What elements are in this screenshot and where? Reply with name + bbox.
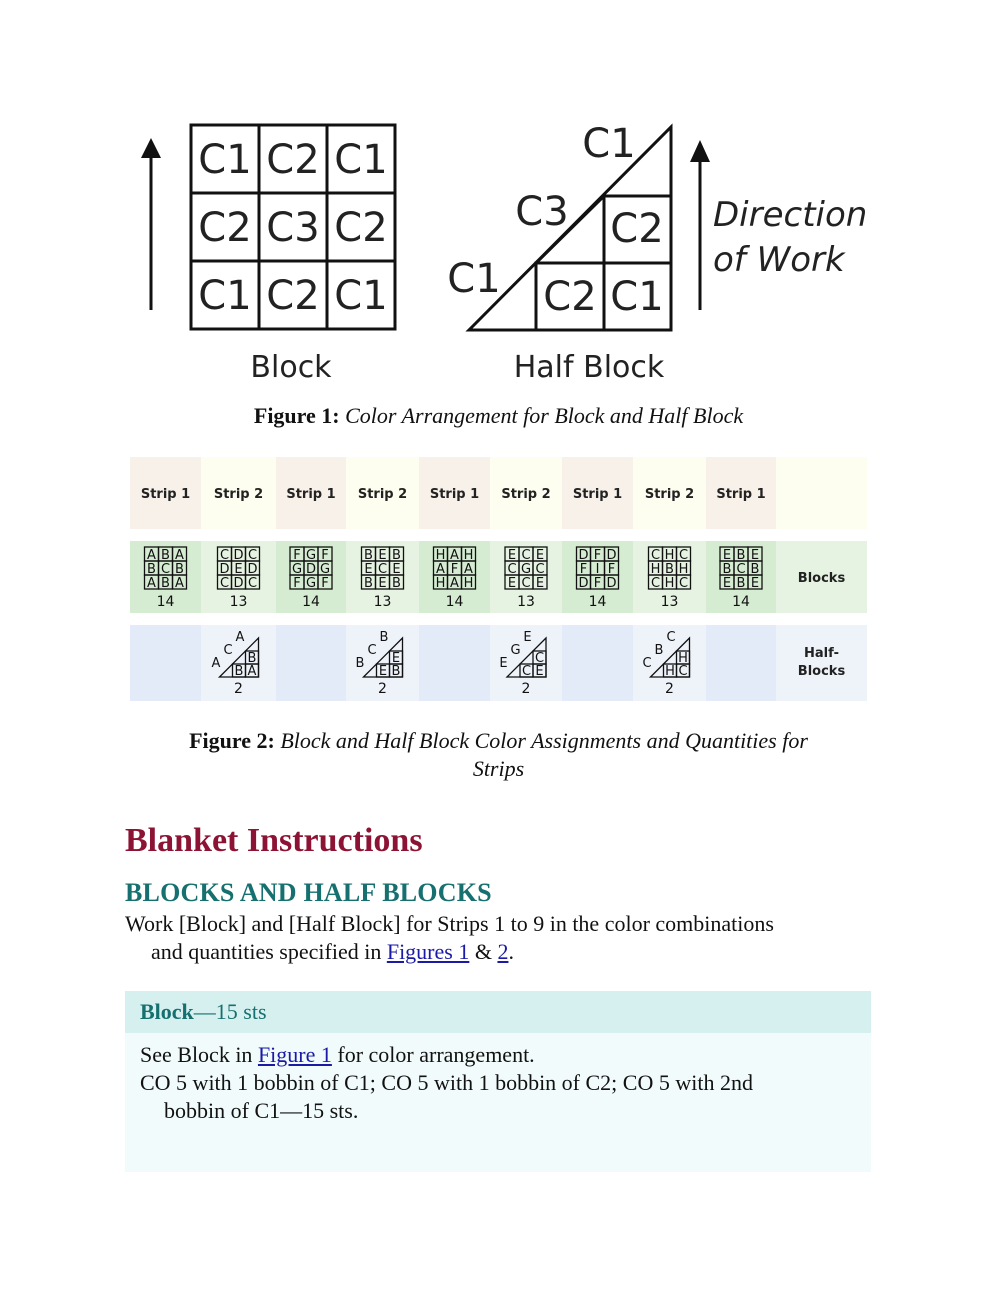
block-cell-label: C1 [198, 273, 252, 319]
mini-block-letter: B [161, 576, 170, 591]
mini-block-letter: B [392, 576, 401, 591]
strip-name: Strip 1 [716, 487, 766, 502]
half-blocks-row-cell [276, 625, 346, 701]
block-instructions-box [125, 991, 871, 1172]
half-block-quantity: 2 [378, 681, 387, 697]
mini-block-letter: D [578, 576, 589, 591]
box-paragraph-1 [140, 1041, 862, 1069]
mini-block-letter: A [175, 576, 184, 591]
block-quantity: 13 [229, 594, 248, 610]
mini-block-letter: E [722, 576, 732, 591]
mini-block-letter: A [436, 562, 445, 577]
half-blocks-row-cell [419, 625, 490, 701]
block-cell-label: C2 [266, 273, 320, 319]
mini-block-letter: C [650, 548, 661, 563]
box-title-bold: Block [140, 999, 194, 1024]
mini-block-letter: C [678, 548, 689, 563]
mini-block-letter: F [321, 576, 329, 591]
mini-block-letter: E [507, 548, 517, 563]
figure-2-table [130, 457, 867, 703]
mini-block-letter: D [305, 562, 317, 577]
mini-block-letter: B [364, 548, 373, 563]
mini-block-letter: D [233, 548, 244, 563]
half-label-left: C1 [447, 256, 501, 302]
row-label-blocks: Blocks [797, 571, 846, 586]
mini-block-letter: B [722, 562, 732, 577]
mini-block-letter: C [678, 576, 689, 591]
para-text: . [508, 939, 514, 964]
mini-block-letter: H [650, 562, 661, 577]
caption-label: Figure 2: [189, 728, 275, 753]
caption-text-line1: Block and Half Block Color Assignments and Quantities for [280, 728, 808, 753]
mini-block-letter: F [293, 548, 301, 563]
box-text: See Block in [140, 1042, 258, 1067]
figure-2-link[interactable]: 2 [497, 939, 509, 964]
block-quantity: 13 [373, 594, 392, 610]
mini-block-letter: H [435, 548, 446, 563]
mini-block-letter: E [378, 548, 387, 563]
strip-name: Strip 2 [357, 487, 408, 502]
mini-block-letter: D [219, 562, 230, 577]
half-block-letter: G [510, 643, 521, 658]
mini-block-letter: G [319, 562, 331, 577]
block-quantity: 14 [588, 594, 607, 610]
half-block-letter: H [665, 664, 675, 679]
half-block-letter: B [379, 630, 389, 645]
half-block-letter: B [247, 651, 257, 666]
block-cell-label: C2 [334, 205, 388, 251]
mini-block-letter: B [665, 562, 674, 577]
half-block-letter: E [391, 651, 401, 666]
block-cell-label: C1 [334, 273, 388, 319]
up-arrow-icon [690, 140, 710, 310]
mini-block-letter: B [364, 576, 373, 591]
caption-text: Color Arrangement for Block and Half Block [345, 403, 744, 428]
label-half-cell [776, 625, 867, 701]
mini-block-letter: C [247, 548, 258, 563]
half-block-letter: B [654, 643, 664, 658]
block-cell-label: C1 [334, 137, 388, 183]
row-label-half-line2: Blocks [797, 664, 846, 679]
block-cell-label: C2 [266, 137, 320, 183]
caption-label: Figure 1: [253, 403, 340, 428]
mini-block-letter: G [291, 562, 303, 577]
block-quantity: 14 [732, 594, 750, 610]
strip-name: Strip 2 [501, 487, 551, 502]
half-blocks-row-cell [562, 625, 633, 701]
mini-block-letter: B [161, 548, 170, 563]
strip-name: Strip 1 [572, 487, 623, 502]
row-label-half-line1: Half- [804, 646, 839, 661]
mini-block-letter: D [578, 548, 589, 563]
half-cell-bottom-right: C1 [610, 274, 664, 320]
up-arrow-icon [141, 138, 161, 310]
figure-1-caption [0, 403, 997, 429]
mini-block-letter: E [535, 548, 545, 563]
mini-block-letter: E [535, 576, 545, 591]
block-cell-label: C2 [198, 205, 252, 251]
intro-paragraph [125, 910, 870, 966]
half-block-letter: E [378, 664, 388, 679]
caption-text-line2: Strips [472, 756, 525, 781]
mini-block-letter: C [247, 576, 258, 591]
block-quantity: 14 [302, 594, 320, 610]
block-label: Block [250, 350, 332, 385]
half-block-quantity: 2 [665, 681, 674, 697]
mini-block-letter: E [750, 548, 760, 563]
figure-1-link[interactable]: Figure 1 [257, 1042, 332, 1067]
strip-name: Strip 1 [429, 487, 480, 502]
block-cell-label: C3 [266, 205, 320, 251]
box-body [140, 1041, 862, 1125]
mini-block-letter: D [247, 562, 258, 577]
mini-block-letter: A [147, 576, 156, 591]
half-cell-top: C2 [610, 206, 664, 252]
mini-block-letter: C [650, 576, 661, 591]
box-text: bobbin of C1—15 sts. [164, 1098, 359, 1123]
half-block-letter: A [247, 664, 257, 679]
box-paragraph-2 [140, 1069, 862, 1125]
half-cell-bottom-left: C2 [543, 274, 597, 320]
mini-block-letter: H [664, 548, 675, 563]
mini-block-letter: F [293, 576, 301, 591]
para-line1: Work [Block] and [Half Block] for Strips 1 to 9 in the color combinations [125, 911, 774, 936]
mini-block-letter: C [160, 562, 171, 577]
mini-block-letter: B [736, 576, 746, 591]
half-block-letter: B [234, 664, 244, 679]
mini-block-letter: D [606, 548, 617, 563]
mini-block-letter: F [579, 562, 588, 577]
strip-name: Strip 1 [286, 487, 336, 502]
mini-block-letter: B [175, 562, 184, 577]
mini-block-letter: E [234, 562, 243, 577]
half-block-letter: A [211, 656, 221, 671]
mini-block-letter: A [450, 576, 459, 591]
mini-block-letter: E [507, 576, 517, 591]
block-quantity: 14 [156, 594, 175, 610]
block-quantity: 13 [517, 594, 535, 610]
half-block-letter: C [223, 643, 233, 658]
half-block-letter: C [534, 651, 545, 666]
mini-block-letter: E [722, 548, 732, 563]
box-text: for color arrangement. [331, 1042, 535, 1067]
mini-block-letter: C [377, 562, 388, 577]
label-header-cell [776, 457, 867, 529]
subsection-heading: BLOCKS AND HALF BLOCKS [125, 878, 492, 907]
mini-block-letter: E [750, 576, 760, 591]
para-text: & [469, 939, 498, 964]
section-heading: Blanket Instructions [125, 822, 423, 859]
mini-block-letter: C [535, 562, 545, 577]
figure-2-caption [0, 727, 997, 783]
block-grid [191, 125, 395, 329]
direction-line1: Direction [713, 195, 868, 235]
half-block-quantity: 2 [521, 681, 531, 697]
figure-1-diagram [120, 100, 880, 390]
half-blocks-row-cell [130, 625, 201, 701]
direction-line2: of Work [713, 240, 845, 280]
mini-block-letter: H [678, 562, 689, 577]
mini-block-letter: C [219, 576, 230, 591]
mini-block-letter: C [521, 576, 531, 591]
mini-block-letter: C [521, 548, 531, 563]
half-block-letter: B [391, 664, 401, 679]
mini-block-letter: F [593, 576, 602, 591]
mini-block-letter: B [392, 548, 401, 563]
block-quantity: 14 [445, 594, 464, 610]
mini-block-letter: F [593, 548, 602, 563]
mini-block-letter: I [595, 562, 600, 577]
mini-block-letter: H [463, 548, 474, 563]
mini-block-letter: H [664, 576, 675, 591]
mini-block-letter: A [450, 548, 459, 563]
half-block-letter: E [523, 630, 532, 645]
half-block-letter: C [521, 664, 532, 679]
mini-block-letter: G [305, 576, 317, 591]
half-block-letter: B [355, 656, 365, 671]
mini-block-letter: F [607, 562, 616, 577]
mini-block-letter: F [321, 548, 329, 563]
half-block-letter: C [367, 643, 377, 658]
mini-block-letter: F [450, 562, 459, 577]
mini-block-letter: H [435, 576, 446, 591]
mini-block-letter: C [507, 562, 517, 577]
mini-block-letter: A [464, 562, 473, 577]
half-block-diagram [447, 121, 671, 330]
box-title-rest: —15 sts [193, 999, 267, 1024]
half-block-letter: C [678, 664, 688, 679]
half-block-letter: C [666, 630, 676, 645]
half-block-quantity: 2 [234, 681, 243, 697]
mini-block-letter: C [736, 562, 746, 577]
mini-block-letter: E [392, 562, 401, 577]
half-block-letter: E [499, 656, 508, 671]
box-title [140, 999, 267, 1025]
strip-name: Strip 1 [140, 487, 191, 502]
para-text: and quantities specified in [151, 939, 387, 964]
mini-block-letter: B [147, 562, 156, 577]
box-text: CO 5 with 1 bobbin of C1; CO 5 with 1 bobbin of C2; CO 5 with 2nd [140, 1070, 753, 1095]
half-block-letter: C [642, 656, 652, 671]
mini-block-letter: D [233, 576, 244, 591]
mini-block-letter: H [463, 576, 474, 591]
mini-block-letter: E [378, 576, 387, 591]
mini-block-letter: B [736, 548, 746, 563]
mini-block-letter: C [219, 548, 230, 563]
mini-block-letter: A [147, 548, 156, 563]
block-cell-label: C1 [198, 137, 252, 183]
mini-block-letter: E [364, 562, 373, 577]
mini-block-letter: B [750, 562, 760, 577]
mini-block-letter: A [175, 548, 184, 563]
half-block-letter: E [535, 664, 544, 679]
half-blocks-row-cell [706, 625, 776, 701]
mini-block-letter: G [520, 562, 532, 577]
half-label-top: C1 [582, 121, 636, 167]
block-quantity: 13 [660, 594, 679, 610]
mini-block-letter: G [305, 548, 317, 563]
strip-name: Strip 2 [213, 487, 264, 502]
mini-block-letter: D [606, 576, 617, 591]
strip-name: Strip 2 [644, 487, 695, 502]
half-block-letter: H [678, 651, 688, 666]
figures-1-link[interactable]: Figures 1 [386, 939, 470, 964]
half-label-mid: C3 [515, 189, 569, 235]
half-block-letter: A [235, 630, 245, 645]
half-block-label: Half Block [513, 350, 665, 385]
